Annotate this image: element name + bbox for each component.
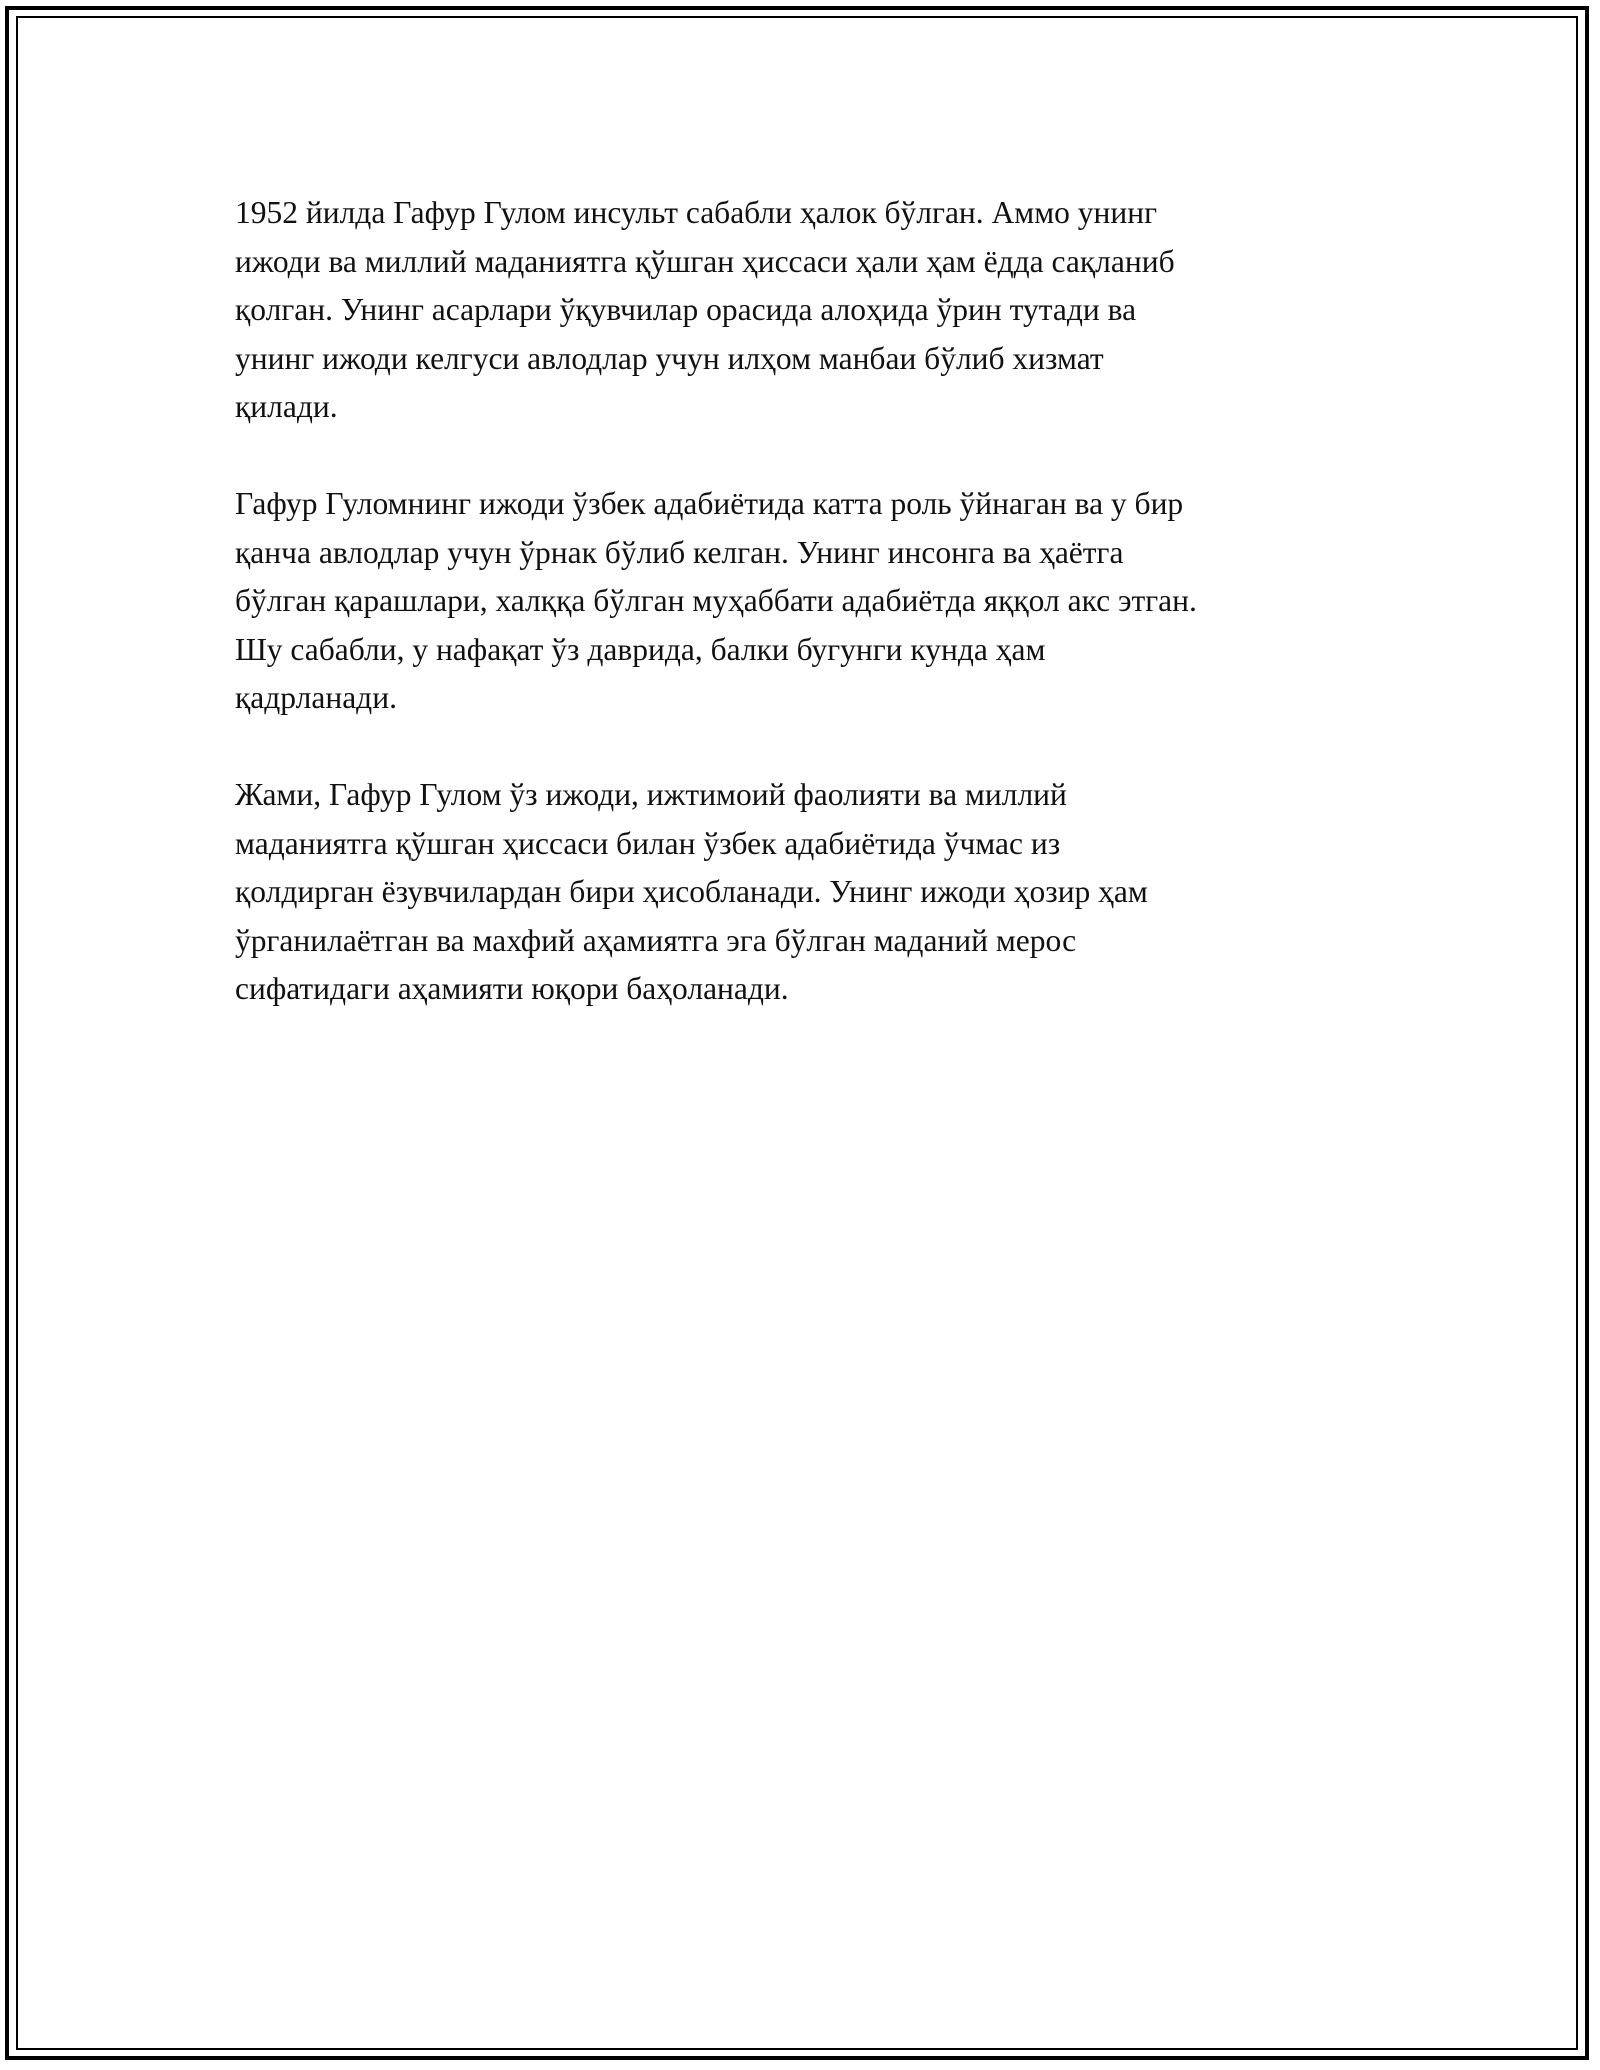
text-line: бўлган қарашлари, халққа бўлган муҳаббати адабиётда яққол акс этган. <box>235 583 1197 618</box>
text-line: Гафур Гуломнинг ижоди ўзбек адабиётида катта роль ўйнаган ва у бир <box>235 486 1184 521</box>
paragraph-3 <box>235 771 1385 1014</box>
text-line: 1952 йилда Гафур Гулом инсульт сабабли ҳалок бўлган. Аммо унинг <box>235 195 1158 230</box>
text-line: Шу сабабли, у нафақат ўз даврида, балки бугунги кунда ҳам <box>235 631 1046 667</box>
text-line: қадрланади. <box>235 680 397 715</box>
text-line: ўрганилаётган ва махфий аҳамиятга эга бўлган маданий мерос <box>235 922 1077 958</box>
paragraph-1 <box>235 189 1385 432</box>
text-line: қилади. <box>235 389 338 424</box>
document-body <box>235 189 1385 1062</box>
text-line: маданиятга қўшган ҳиссаси билан ўзбек адабиётида ўчмас из <box>235 825 1061 861</box>
text-line: Жами, Гафур Гулом ўз ижоди, ижтимоий фаолияти ва миллий <box>235 777 1067 812</box>
text-line: сифатидаги аҳамияти юқори баҳоланади. <box>235 971 789 1006</box>
text-line: қолдирган ёзувчилардан бири ҳисобланади. Унинг ижоди ҳозир ҳам <box>235 874 1148 909</box>
text-line: унинг ижоди келгуси авлодлар учун илҳом манбаи бўлиб хизмат <box>235 340 1104 376</box>
text-line: қанча авлодлар учун ўрнак бўлиб келган. Унинг инсонга ва ҳаётга <box>235 534 1124 570</box>
paragraph-2 <box>235 480 1385 723</box>
text-line: ижоди ва миллий маданиятга қўшган ҳиссаси ҳали ҳам ёдда сақланиб <box>235 243 1175 279</box>
text-line: қолган. Унинг асарлари ўқувчилар орасида алоҳида ўрин тутади ва <box>235 292 1137 327</box>
